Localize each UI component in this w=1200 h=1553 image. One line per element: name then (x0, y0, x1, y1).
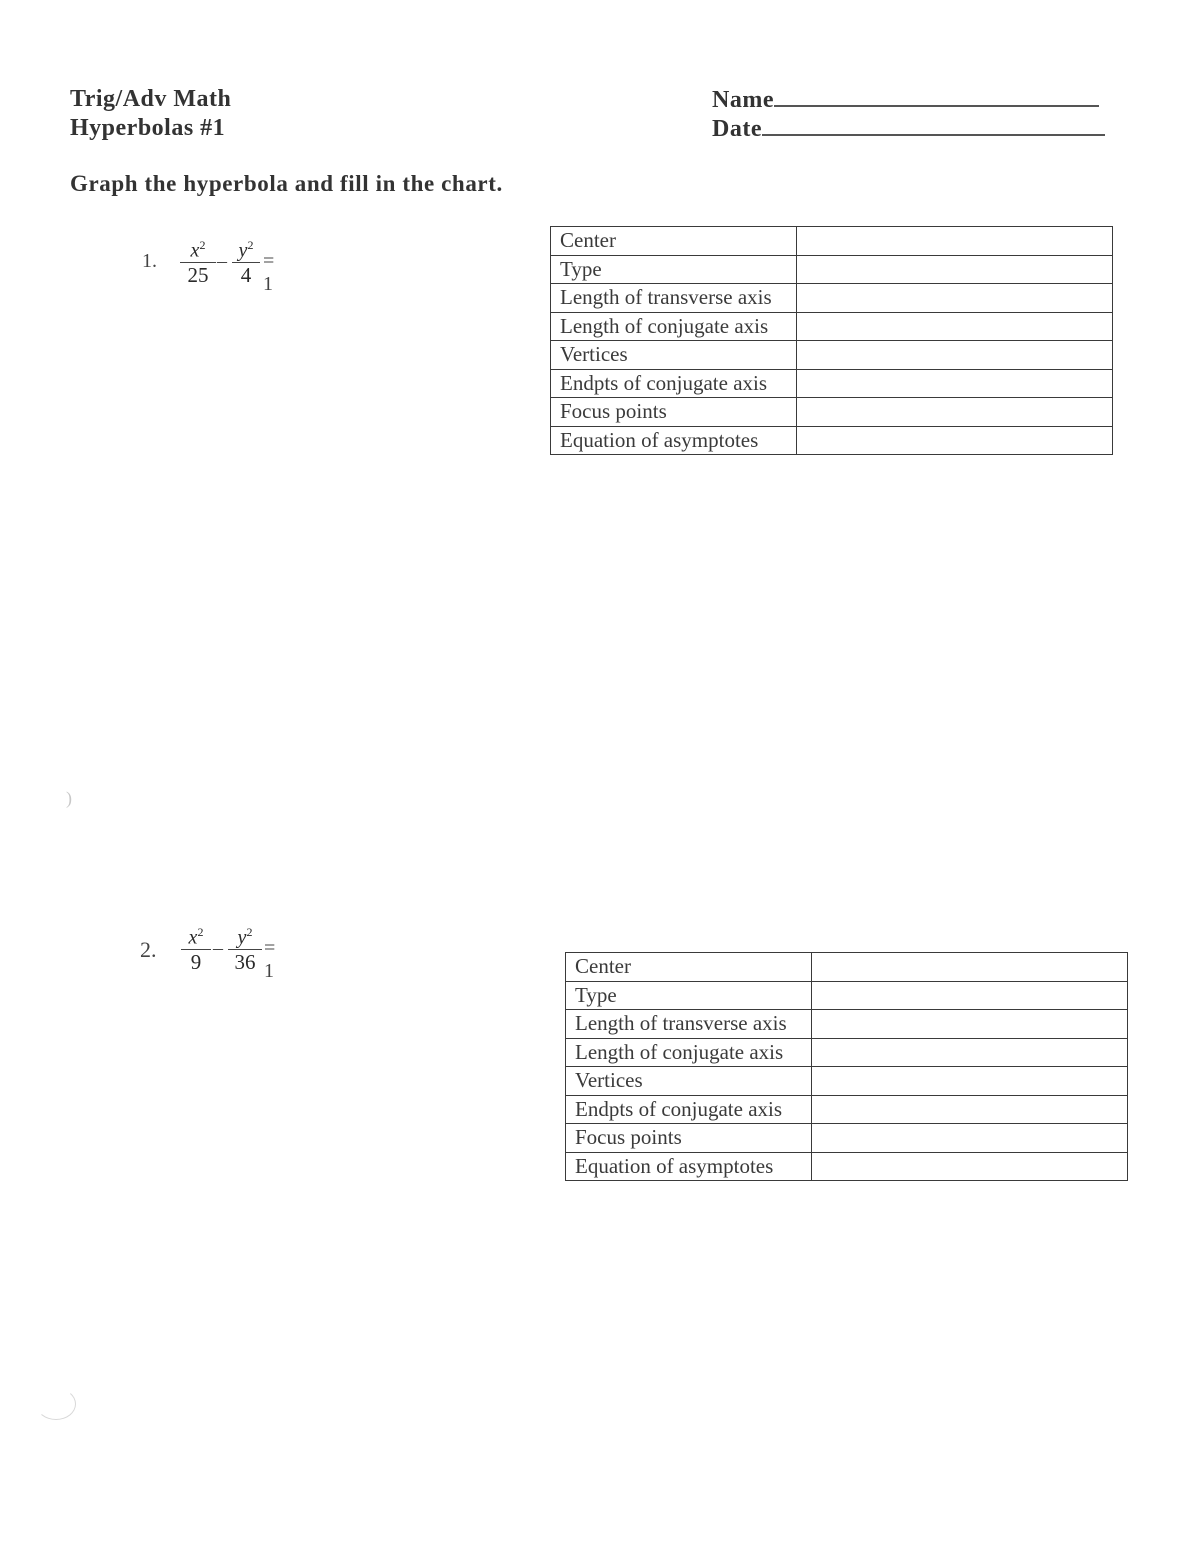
chart-row (551, 398, 1113, 427)
chart-answer-cell[interactable] (812, 1095, 1128, 1124)
chart-answer-cell[interactable] (812, 1152, 1128, 1181)
chart-row (566, 1124, 1128, 1153)
chart-row-label: Center (551, 227, 797, 256)
chart-row (551, 369, 1113, 398)
chart-row-label: Length of conjugate axis (566, 1038, 812, 1067)
chart-row-label: Focus points (551, 398, 797, 427)
chart-row (566, 981, 1128, 1010)
chart-row-label: Length of conjugate axis (551, 312, 797, 341)
chart-answer-cell[interactable] (812, 981, 1128, 1010)
chart-row (551, 312, 1113, 341)
problem-1-rhs: = 1 (263, 250, 275, 295)
chart-answer-cell[interactable] (797, 227, 1113, 256)
problem-1-y-denominator: 4 (240, 262, 252, 287)
problem-1-y-fraction (232, 234, 260, 287)
chart-answer-cell[interactable] (797, 341, 1113, 370)
chart-row-label: Endpts of conjugate axis (551, 369, 797, 398)
chart-row-label: Endpts of conjugate axis (566, 1095, 812, 1124)
chart-row-label: Equation of asymptotes (551, 426, 797, 455)
chart-row (551, 341, 1113, 370)
problem-2-x-denominator: 9 (190, 949, 202, 974)
scan-hole-mark (36, 1388, 76, 1420)
chart-answer-cell[interactable] (812, 1038, 1128, 1067)
chart-row (566, 1038, 1128, 1067)
chart-answer-cell[interactable] (797, 312, 1113, 341)
chart-table-1 (550, 226, 1113, 455)
chart-row-label: Length of transverse axis (551, 284, 797, 313)
problem-1-minus: – (217, 250, 227, 272)
chart-answer-cell[interactable] (812, 1067, 1128, 1096)
problem-1-x-numerator: $x^2$ (180, 234, 216, 263)
chart-row-label: Type (551, 255, 797, 284)
chart-row-label: Center (566, 953, 812, 982)
problem-1-number: 1. (142, 250, 157, 272)
date-line (712, 114, 1105, 144)
problem-2-minus: – (213, 937, 223, 959)
chart-answer-cell[interactable] (812, 1124, 1128, 1153)
name-label: Name (712, 87, 774, 113)
chart-answer-cell[interactable] (797, 426, 1113, 455)
chart-row-label: Length of transverse axis (566, 1010, 812, 1039)
chart-row-label: Vertices (566, 1067, 812, 1096)
problem-2-x-fraction (181, 921, 211, 974)
chart-row (566, 1010, 1128, 1039)
chart-row (551, 284, 1113, 313)
course-title: Trig/Adv Math (70, 86, 232, 112)
chart-answer-cell[interactable] (797, 255, 1113, 284)
chart-answer-cell[interactable] (812, 1010, 1128, 1039)
chart-table-2 (565, 952, 1128, 1181)
name-blank[interactable] (774, 85, 1099, 107)
scan-mark-paren: ) (66, 788, 72, 808)
name-line (712, 85, 1099, 115)
chart-row-label: Vertices (551, 341, 797, 370)
chart-row (551, 426, 1113, 455)
chart-row (551, 227, 1113, 256)
date-label: Date (712, 116, 762, 142)
instructions: Graph the hyperbola and fill in the chart. (70, 171, 503, 196)
chart-row (566, 1067, 1128, 1096)
chart-answer-cell[interactable] (797, 284, 1113, 313)
problem-2-y-denominator: 36 (234, 949, 256, 974)
chart-row (566, 1152, 1128, 1181)
problem-1-x-denominator: 25 (187, 262, 209, 287)
problem-2-rhs: = 1 (264, 937, 276, 982)
chart-answer-cell[interactable] (797, 369, 1113, 398)
chart-row-label: Equation of asymptotes (566, 1152, 812, 1181)
chart-answer-cell[interactable] (812, 953, 1128, 982)
problem-1-y-numerator: $y^2$ (232, 234, 260, 263)
chart-row-label: Type (566, 981, 812, 1010)
chart-row (566, 1095, 1128, 1124)
date-blank[interactable] (762, 114, 1105, 136)
problem-2-x-numerator: $x^2$ (181, 921, 211, 950)
chart-row-label: Focus points (566, 1124, 812, 1153)
problem-2-number: 2. (140, 937, 157, 962)
problem-2-y-fraction (228, 921, 262, 974)
chart-row (566, 953, 1128, 982)
chart-row (551, 255, 1113, 284)
worksheet-title: Hyperbolas #1 (70, 115, 226, 141)
chart-answer-cell[interactable] (797, 398, 1113, 427)
problem-1-x-fraction (180, 234, 216, 287)
problem-2-y-numerator: $y^2$ (228, 921, 262, 950)
